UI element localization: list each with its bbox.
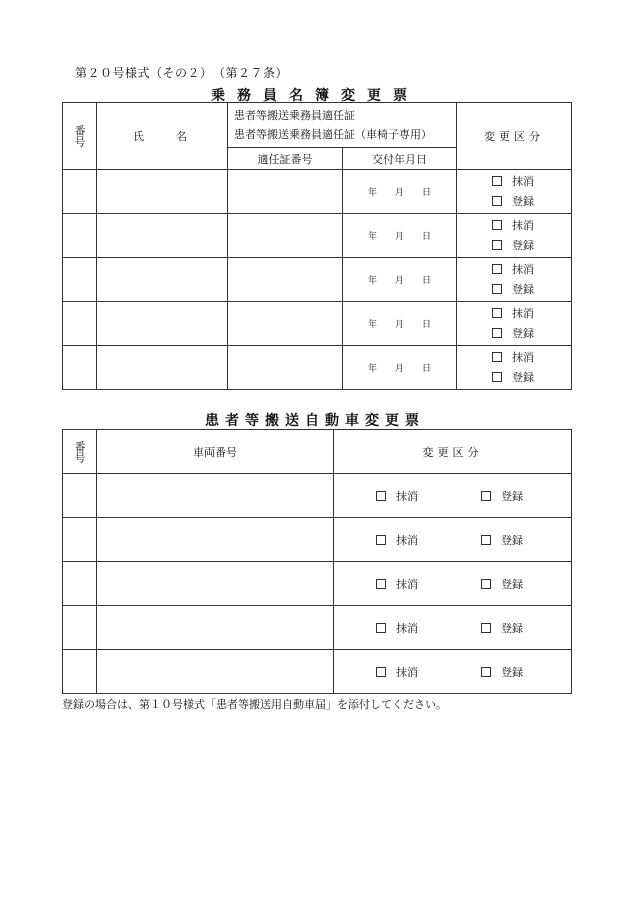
row-change-type-cell	[457, 302, 572, 346]
option-cancel[interactable]: 抹消	[376, 664, 481, 680]
row-change-type-cell	[334, 518, 572, 562]
option-register[interactable]: 登録	[492, 368, 571, 388]
option-cancel[interactable]: 抹消	[376, 576, 481, 592]
row-name-cell[interactable]	[97, 214, 228, 258]
row-number-cell[interactable]	[63, 562, 97, 606]
option-register[interactable]: 登録	[492, 236, 571, 256]
row-number-cell[interactable]	[63, 214, 97, 258]
cert-type-wheelchair: 患者等搬送乗務員適任証（車椅子専用）	[234, 128, 432, 141]
row-change-type-cell	[334, 606, 572, 650]
checkbox-icon[interactable]	[492, 352, 502, 362]
table-row	[63, 346, 572, 390]
option-cancel[interactable]: 抹消	[376, 620, 481, 636]
row-vehicle-number-cell[interactable]	[97, 474, 334, 518]
header-number: 番号	[63, 430, 97, 474]
option-register[interactable]: 登録	[481, 490, 523, 503]
table-row	[63, 258, 572, 302]
option-register[interactable]: 登録	[481, 666, 523, 679]
header-change-type: 変更区分	[334, 430, 572, 474]
row-change-type-cell	[457, 258, 572, 302]
option-register[interactable]: 登録	[481, 578, 523, 591]
option-cancel[interactable]: 抹消	[492, 260, 571, 280]
checkbox-icon[interactable]	[376, 535, 386, 545]
row-issue-date-cell[interactable]: 年 月 日	[343, 214, 457, 258]
option-cancel[interactable]: 抹消	[492, 172, 571, 192]
table-row	[63, 474, 572, 518]
header-change-type: 変更区分	[457, 103, 572, 170]
table-row	[63, 302, 572, 346]
header-cert-number: 適任証番号	[228, 148, 343, 170]
checkbox-icon[interactable]	[492, 264, 502, 274]
row-vehicle-number-cell[interactable]	[97, 650, 334, 694]
row-change-type-cell	[334, 650, 572, 694]
checkbox-icon[interactable]	[492, 176, 502, 186]
checkbox-icon[interactable]	[481, 667, 491, 677]
checkbox-icon[interactable]	[492, 308, 502, 318]
attachment-note: 登録の場合は、第１０号様式「患者等搬送用自動車届」を添付してください。	[62, 698, 447, 711]
row-cert-number-cell[interactable]	[228, 302, 343, 346]
row-change-type-cell	[457, 214, 572, 258]
row-name-cell[interactable]	[97, 346, 228, 390]
header-name	[97, 103, 228, 170]
header-name-given: 名	[176, 130, 187, 143]
row-number-cell[interactable]	[63, 606, 97, 650]
row-cert-number-cell[interactable]	[228, 214, 343, 258]
checkbox-icon[interactable]	[492, 284, 502, 294]
row-number-cell[interactable]	[63, 518, 97, 562]
table-row	[63, 170, 572, 214]
row-change-type-cell	[457, 170, 572, 214]
row-name-cell[interactable]	[97, 258, 228, 302]
checkbox-icon[interactable]	[376, 667, 386, 677]
row-number-cell[interactable]	[63, 346, 97, 390]
row-vehicle-number-cell[interactable]	[97, 606, 334, 650]
row-issue-date-cell[interactable]: 年 月 日	[343, 302, 457, 346]
checkbox-icon[interactable]	[492, 372, 502, 382]
checkbox-icon[interactable]	[481, 623, 491, 633]
checkbox-icon[interactable]	[376, 623, 386, 633]
form-identifier: 第２０号様式（その２） （第２７条）	[75, 66, 289, 80]
row-vehicle-number-cell[interactable]	[97, 518, 334, 562]
row-change-type-cell	[334, 474, 572, 518]
row-issue-date-cell[interactable]: 年 月 日	[343, 258, 457, 302]
table-row	[63, 650, 572, 694]
option-register[interactable]: 登録	[492, 324, 571, 344]
row-issue-date-cell[interactable]: 年 月 日	[343, 170, 457, 214]
row-number-cell[interactable]	[63, 650, 97, 694]
header-certificate-types	[228, 103, 457, 148]
option-cancel[interactable]: 抹消	[376, 488, 481, 504]
row-number-cell[interactable]	[63, 474, 97, 518]
crew-roster-change-title: 乗務員名簿変更票	[211, 88, 419, 104]
table-row	[63, 606, 572, 650]
row-name-cell[interactable]	[97, 302, 228, 346]
row-number-cell[interactable]	[63, 170, 97, 214]
checkbox-icon[interactable]	[492, 240, 502, 250]
table-row	[63, 518, 572, 562]
checkbox-icon[interactable]	[492, 328, 502, 338]
vehicle-change-title: 患者等搬送自動車変更票	[205, 413, 425, 429]
header-issue-date: 交付年月日	[343, 148, 457, 170]
header-number: 番号	[63, 103, 97, 170]
row-cert-number-cell[interactable]	[228, 170, 343, 214]
row-issue-date-cell[interactable]: 年 月 日	[343, 346, 457, 390]
option-register[interactable]: 登録	[481, 534, 523, 547]
table-row	[63, 562, 572, 606]
cert-type-standard: 患者等搬送乗務員適任証	[234, 109, 355, 122]
header-vehicle-number: 車両番号	[97, 430, 334, 474]
row-change-type-cell	[457, 346, 572, 390]
option-cancel[interactable]: 抹消	[492, 216, 571, 236]
checkbox-icon[interactable]	[481, 535, 491, 545]
checkbox-icon[interactable]	[492, 220, 502, 230]
checkbox-icon[interactable]	[376, 491, 386, 501]
option-register[interactable]: 登録	[492, 280, 571, 300]
row-change-type-cell	[334, 562, 572, 606]
row-cert-number-cell[interactable]	[228, 258, 343, 302]
row-vehicle-number-cell[interactable]	[97, 562, 334, 606]
option-register[interactable]: 登録	[481, 622, 523, 635]
row-number-cell[interactable]	[63, 258, 97, 302]
table-row	[63, 214, 572, 258]
option-cancel[interactable]: 抹消	[376, 532, 481, 548]
crew-roster-change-table	[62, 102, 572, 390]
checkbox-icon[interactable]	[492, 196, 502, 206]
option-cancel[interactable]: 抹消	[492, 304, 571, 324]
option-cancel[interactable]: 抹消	[492, 348, 571, 368]
checkbox-icon[interactable]	[481, 491, 491, 501]
option-register[interactable]: 登録	[492, 192, 571, 212]
vehicle-change-table	[62, 429, 572, 694]
checkbox-icon[interactable]	[376, 579, 386, 589]
row-name-cell[interactable]	[97, 170, 228, 214]
header-name-family: 氏	[133, 130, 144, 143]
row-cert-number-cell[interactable]	[228, 346, 343, 390]
checkbox-icon[interactable]	[481, 579, 491, 589]
row-number-cell[interactable]	[63, 302, 97, 346]
